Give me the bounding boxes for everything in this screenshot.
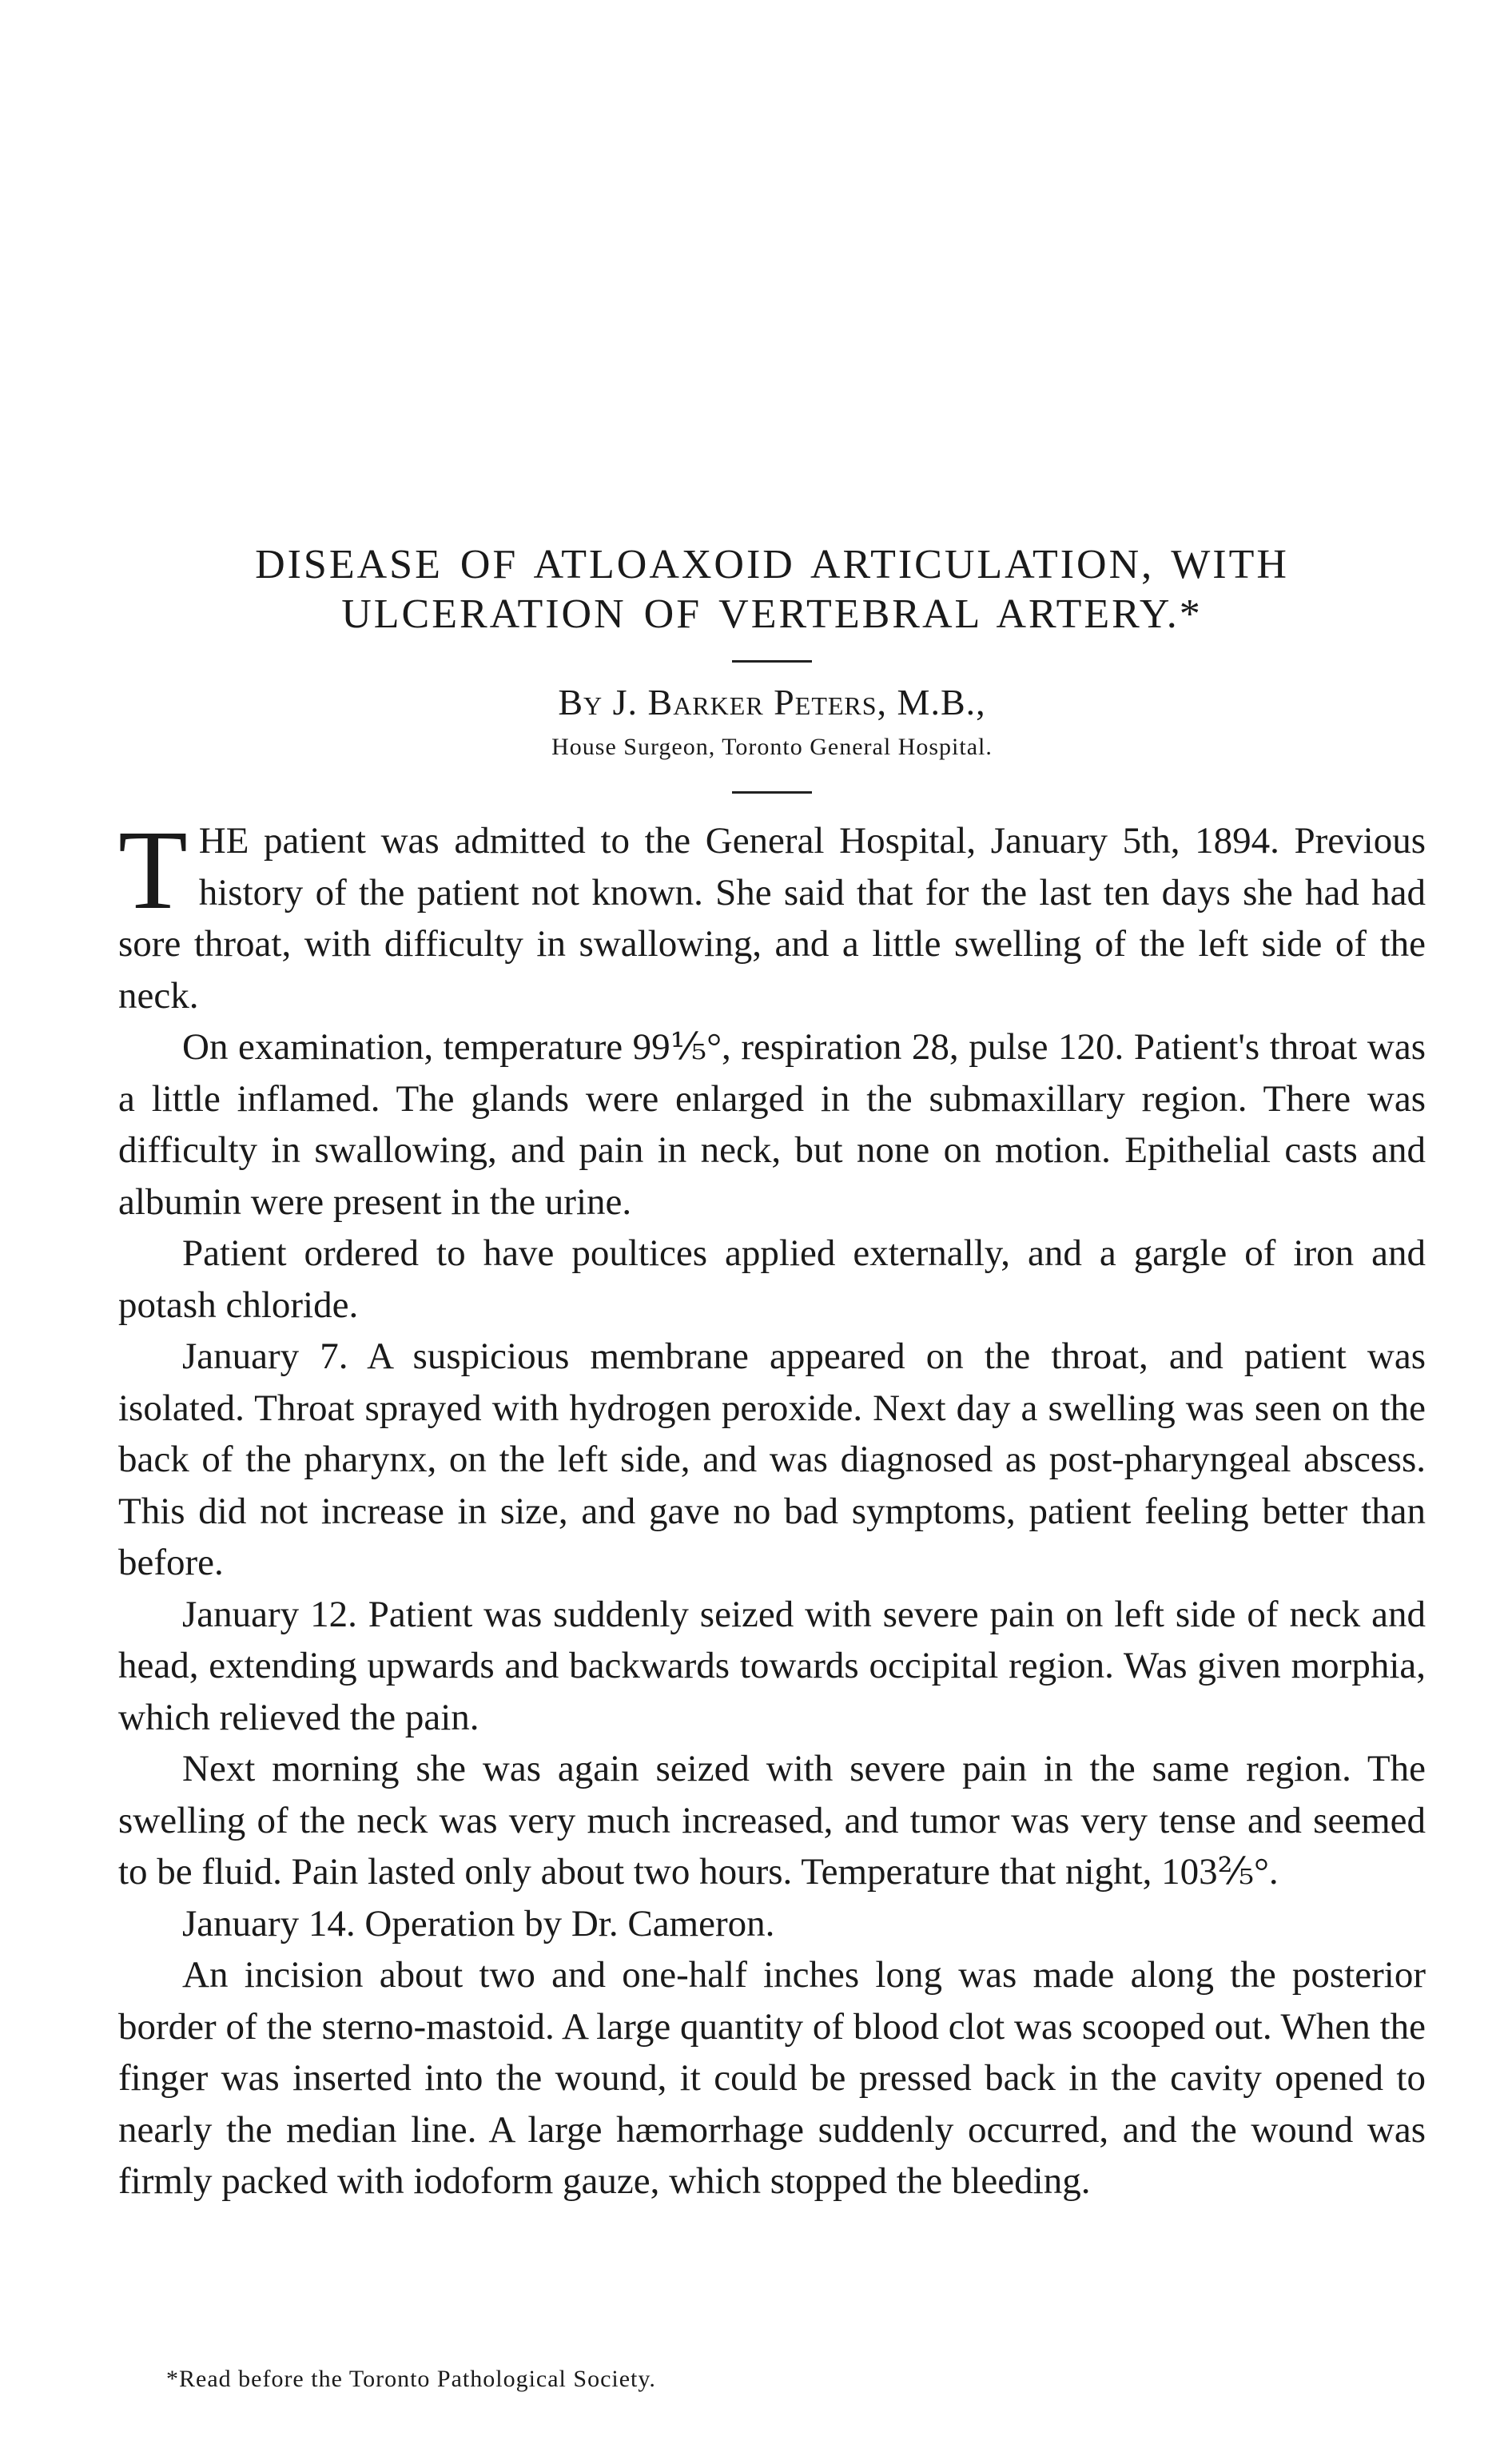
title-divider: [732, 660, 812, 663]
paragraph-5: January 12. Patient was suddenly seized with severe pain on left side of neck and head, extending upwards and backwards towards occipital region. Was given morphia, which relieved the pain.: [118, 1593, 1426, 1738]
byline-divider: [732, 791, 812, 794]
drop-cap: T: [118, 806, 188, 933]
paragraph-3: Patient ordered to have poultices applied externally, and a gargle of iron and potash chloride.: [118, 1232, 1426, 1326]
article-title: DISEASE OF ATLOAXOID ARTICULATION, WITH ULCERATION OF VERTEBRAL ARTERY.*: [255, 542, 1289, 637]
author-affiliation: House Surgeon, Toronto General Hospital.: [551, 734, 993, 760]
paragraph-6: Next morning she was again seized with severe pain in the same region. The swelling of the neck was very much increased, and tumor was very tense and seemed to be fluid. Pain lasted only about two hours. Temperature that night, 103⅖°.: [118, 1748, 1426, 1893]
paragraph-8: An incision about two and one-half inches long was made along the posterior border of the sterno-mastoid. A large quantity of blood clot was scooped out. When the finger was inserted into the wound, it could be pressed back in the cavity opened to nearly the median line. A large hæmorrhage suddenly occurred, and the wound was firmly packed with iodoform gauze, which stopped the bleeding.: [118, 1954, 1426, 2202]
paragraph-1: THE patient was admitted to the General Hospital, January 5th, 1894. Previous history of the patient not known. She said that for the last ten days she had had sore throat, with difficulty in swallowing, and a little swelling of the left side of the neck.: [118, 806, 1426, 1017]
author-byline: By J. Barker Peters, M.B.,: [558, 682, 986, 722]
paragraph-7: January 14. Operation by Dr. Cameron.: [182, 1902, 775, 1945]
paragraph-2: On examination, temperature 99⅕°, respiration 28, pulse 120. Patient's throat was a little inflamed. The glands were enlarged in the submaxillary region. There was difficulty in swallowing, and pain in neck, but none on motion. Epithelial casts and albumin were present in the urine.: [118, 1026, 1426, 1223]
article-body: [118, 806, 1426, 2207]
paragraph-4: January 7. A suspicious membrane appeared on the throat, and patient was isolated. Throat sprayed with hydrogen peroxide. Next day a swelling was seen on the back of the pharynx, on the left side, and was diagnosed as post-pharyngeal abscess. This did not increase in size, and gave no bad symptoms, patient feeling better than before.: [118, 1335, 1426, 1583]
footnote: *Read before the Toronto Pathological Society.: [166, 2366, 656, 2392]
